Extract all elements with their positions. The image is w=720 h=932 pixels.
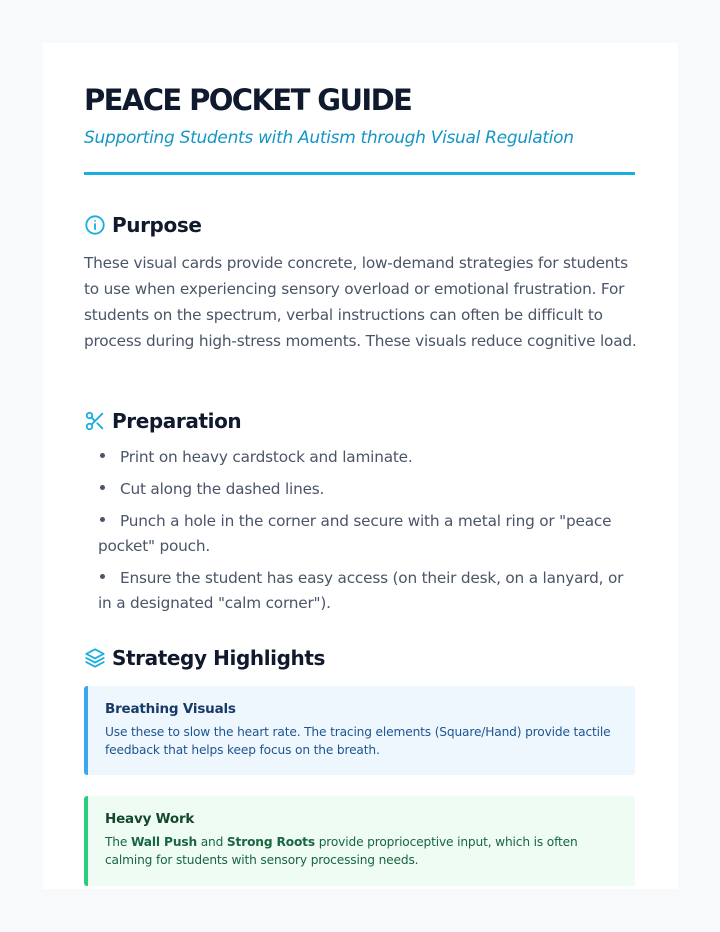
card-title: Heavy Work — [105, 811, 195, 827]
preparation-heading — [84, 409, 241, 433]
document-page — [43, 43, 678, 889]
page-subtitle: Supporting Students with Autism through Visual Regulation — [84, 128, 574, 148]
card-text: Use these to slow the heart rate. The tracing elements (Square/Hand) provide tactile feedback that helps keep focus on the breath. — [105, 725, 611, 757]
card-text: The Wall Push and Strong Roots provide proprioceptive input, which is often calming for students with sensory processing needs. — [105, 835, 578, 867]
list-item: Ensure the student has easy access (on their desk, on a lanyard, or in a designated "calm corner"). — [98, 566, 638, 616]
purpose-heading-label: Purpose — [112, 213, 202, 237]
card-title: Breathing Visuals — [105, 701, 236, 717]
wall-push-term: Wall Push — [130, 835, 197, 849]
purpose-heading — [84, 213, 202, 237]
purpose-text: These visual cards provide concrete, low-demand strategies for students to use when experiencing sensory overload or emotional frustration. For students on the spectrum, verbal instructions can often be difficult to process during high-stress moments. These visuals reduce cognitive load. — [84, 254, 637, 350]
list-item: Punch a hole in the corner and secure with a metal ring or "peace pocket" pouch. — [98, 509, 638, 559]
list-item: Print on heavy cardstock and laminate. — [98, 445, 638, 470]
bullet-icon — [98, 477, 120, 502]
title-divider — [84, 172, 635, 175]
strong-roots-term: Strong Roots — [226, 835, 315, 849]
scissors-icon — [84, 410, 106, 432]
bullet-icon — [98, 566, 120, 591]
strategy-heading — [84, 646, 325, 670]
breathing-visuals-card — [84, 686, 635, 775]
bullet-icon — [98, 445, 120, 470]
page-title: PEACE POCKET GUIDE — [84, 83, 412, 117]
info-circle-icon — [84, 214, 106, 236]
heavy-work-card — [84, 796, 635, 886]
preparation-heading-label: Preparation — [112, 409, 242, 433]
preparation-list — [98, 445, 638, 623]
list-item: Cut along the dashed lines. — [98, 477, 638, 502]
strategy-heading-label: Strategy Highlights — [112, 646, 326, 670]
bullet-icon — [98, 509, 120, 534]
layers-icon — [84, 647, 106, 669]
